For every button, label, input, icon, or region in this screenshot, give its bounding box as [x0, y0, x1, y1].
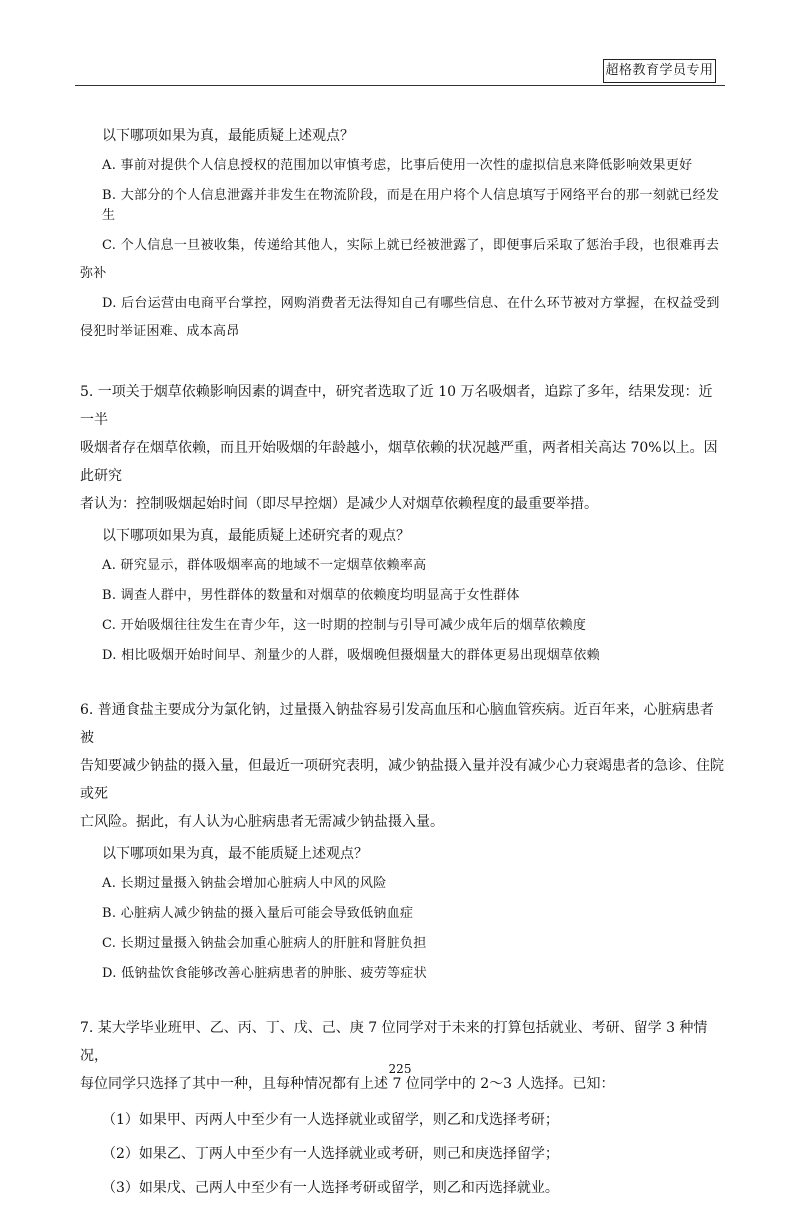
q6-stem-line-3: 亡风险。据此，有人认为心脏病患者无需减少钠盐摄入量。	[80, 814, 444, 830]
q6-option-c: C. 长期过量摄入钠盐会加重心脏病人的肝脏和肾脏负担	[102, 936, 427, 951]
q7-stem-line-1: 7. 某大学毕业班甲、乙、丙、丁、戊、己、庚 7 位同学对于未来的打算包括就业、考研、留学 3 种情况，	[80, 1020, 708, 1064]
q6-stem-line-2: 告知要减少钠盐的摄入量，但最近一项研究表明，减少钠盐摄入量并没有减少心力衰竭患者的急诊、住院或死	[80, 758, 724, 802]
q5-option-d: D. 相比吸烟开始时间早、剂量少的人群，吸烟晚但摄烟量大的群体更易出现烟草依赖	[102, 648, 600, 663]
question-6	[80, 696, 725, 984]
page-content	[80, 126, 725, 1208]
q7-condition-3: （3）如果戊、己两人中至少有一人选择考研或留学，则乙和丙选择就业。	[102, 1180, 559, 1196]
q7-stem-line-2: 每位同学只选择了其中一种，且每种情况都有上述 7 位同学中的 2～3 人选择。已知：	[80, 1076, 615, 1092]
q5-stem-line-1: 5. 一项关于烟草依赖影响因素的调查中，研究者选取了近 10 万名吸烟者，追踪了多年，结果发现：近一半	[80, 384, 713, 428]
q6-option-a: A. 长期过量摄入钠盐会增加心脏病人中风的风险	[102, 876, 387, 891]
q4-prompt: 以下哪项如果为真，最能质疑上述观点？	[102, 128, 354, 144]
q5-option-c: C. 开始吸烟往往发生在青少年，这一时期的控制与引导可减少成年后的烟草依赖度	[102, 618, 587, 633]
q4-option-c: C. 个人信息一旦被收集，传递给其他人，实际上就已经被泄露了，即便事后采取了惩治手段，也很难再去	[102, 238, 720, 253]
q4-option-b: B. 大部分的个人信息泄露并非发生在物流阶段，而是在用户将个人信息填写于网络平台的那一刻就已经发生	[102, 188, 720, 223]
q6-option-d: D. 低钠盐饮食能够改善心脏病患者的肿胀、疲劳等症状	[102, 966, 428, 981]
q5-option-b: B. 调查人群中，男性群体的数量和对烟草的依赖度均明显高于女性群体	[102, 588, 520, 603]
q5-stem-line-3: 者认为：控制吸烟起始时间（即尽早控烟）是减少人对烟草依赖程度的最重要举措。	[80, 496, 598, 512]
q6-stem-line-1: 6. 普通食盐主要成分为氯化钠，过量摄入钠盐容易引发高血压和心脑血管疾病。近百年来，心脏病患者被	[80, 702, 714, 746]
watermark-stamp: 超格教育学员专用	[603, 59, 716, 83]
q4-option-a: A. 事前对提供个人信息授权的范围加以审慎考虑，比事后使用一次性的虚拟信息来降低影响效果更好	[102, 158, 693, 173]
q7-condition-2: （2）如果乙、丁两人中至少有一人选择就业或考研，则己和庚选择留学；	[102, 1146, 559, 1162]
q5-prompt: 以下哪项如果为真，最能质疑上述研究者的观点？	[102, 528, 410, 544]
q5-stem-line-2: 吸烟者存在烟草依赖，而且开始吸烟的年龄越小，烟草依赖的状况越严重，两者相关高达 70%以上。因此研究	[80, 440, 718, 484]
q7-condition-1: （1）如果甲、丙两人中至少有一人选择就业或留学，则乙和戊选择考研；	[102, 1112, 559, 1128]
question-7	[80, 1014, 725, 1202]
q4-option-d-cont: 侵犯时举证困难、成本高昂	[80, 324, 240, 339]
question-5	[80, 378, 725, 666]
header-divider	[75, 85, 725, 86]
q4-option-d: D. 后台运营由电商平台掌控，网购消费者无法得知自己有哪些信息、在什么环节被对方掌握，在权益受到	[102, 296, 720, 311]
page-number: 225	[388, 1062, 412, 1076]
q6-prompt: 以下哪项如果为真，最不能质疑上述观点？	[102, 846, 368, 862]
q5-option-a: A. 研究显示，群体吸烟率高的地域不一定烟草依赖率高	[102, 558, 427, 573]
q4-option-c-cont: 弥补	[80, 266, 107, 281]
question-4-tail	[80, 126, 725, 342]
q6-option-b: B. 心脏病人减少钠盐的摄入量后可能会导致低钠血症	[102, 906, 414, 921]
